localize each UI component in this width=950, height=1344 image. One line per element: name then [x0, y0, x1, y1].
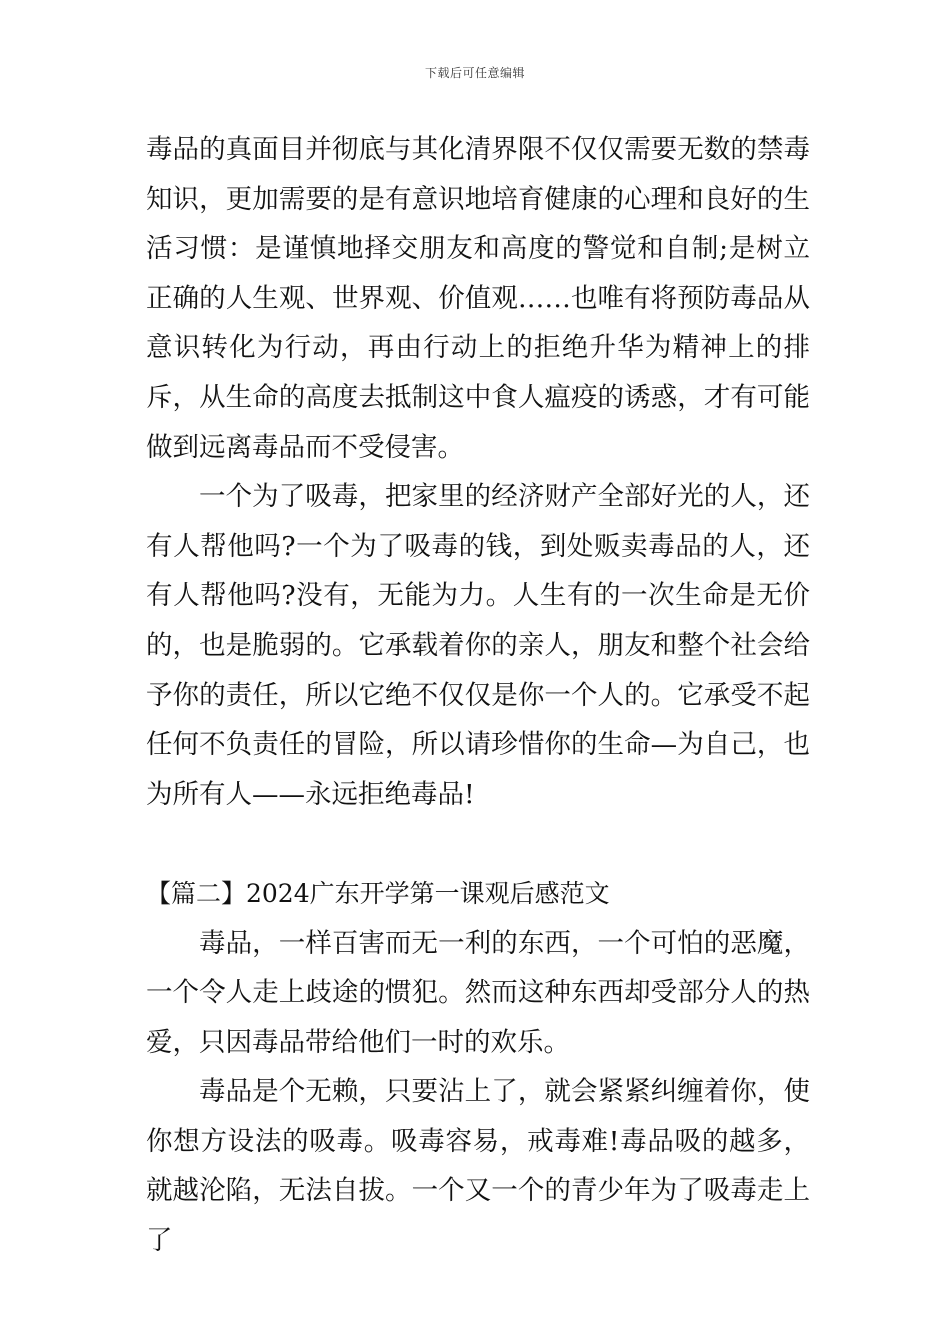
blank-line	[146, 819, 810, 869]
paragraph-1: 毒品的真面目并彻底与其化清界限不仅仅需要无数的禁毒知识，更加需要的是有意识地培育健康的心理和良好的生活习惯：是谨慎地择交朋友和高度的警觉和自制;是树立正确的人生观、世界观、价值观……也唯有将预防毒品从意识转化为行动，再由行动上的拒绝升华为精神上的排斥，从生命的高度去抵制这中食人瘟疫的诱惑，才有可能做到远离毒品而不受侵害。	[146, 134, 810, 463]
document-body	[146, 125, 810, 1266]
page-header: 下载后可任意编辑	[424, 66, 525, 80]
paragraph-2: 一个为了吸毒，把家里的经济财产全部好光的人，还有人帮他吗?一个为了吸毒的钱，到处贩卖毒品的人，还有人帮他吗?没有，无能为力。人生有的一次生命是无价的，也是脆弱的。它承载着你的亲人，朋友和整个社会给予你的责任，所以它绝不仅仅是你一个人的。它承受不起任何不负责任的冒险，所以请珍惜你的生命—为自己，也为所有人——永远拒绝毒品!	[146, 481, 810, 810]
section-title: 【篇二】2024广东开学第一课观后感范文	[146, 878, 610, 908]
paragraph-4: 毒品是个无赖，只要沾上了，就会紧紧纠缠着你，使你想方设法的吸毒。吸毒容易，戒毒难!毒品吸的越多，就越沦陷，无法自拔。一个又一个的青少年为了吸毒走上了	[146, 1076, 810, 1257]
paragraph-3: 毒品，一样百害而无一利的东西，一个可怕的恶魔，一个令人走上歧途的惯犯。然而这种东西却受部分人的热爱，只因毒品带给他们一时的欢乐。	[146, 927, 810, 1058]
